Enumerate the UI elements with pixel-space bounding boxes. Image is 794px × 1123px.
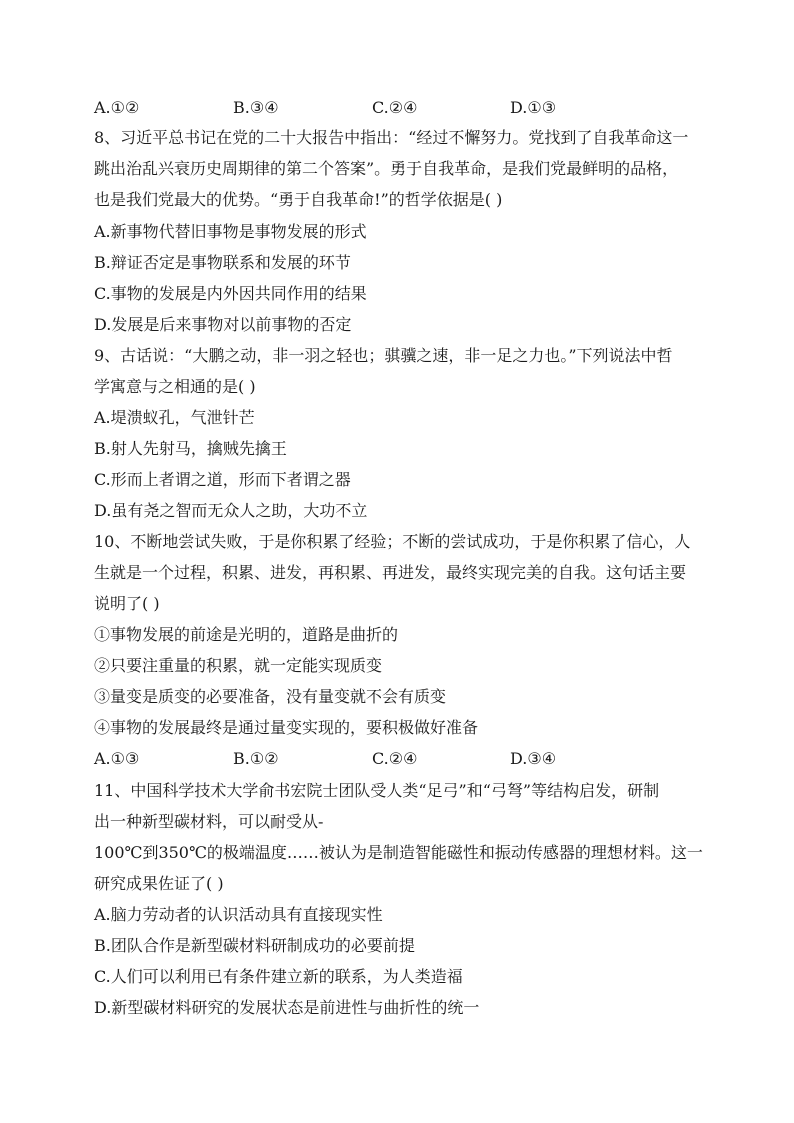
q8-stem-line-3: 也是我们党最大的优势。“勇于自我革命!”的哲学依据是( ) [94,190,503,209]
q10-statement-2: ②只要注重量的积累，就一定能实现质变 [94,656,383,675]
q8-stem-line-1: 8、习近平总书记在党的二十大报告中指出：“经过不懈努力。党找到了自我革命这一 [94,128,689,147]
q11-stem-line-2: 出一种新型碳材料，可以耐受从- [94,812,324,831]
q7-option-c: C.②④ [372,98,418,117]
q9-option-a: A.堤溃蚁孔，气泄针芒 [94,408,255,427]
q7-option-a: A.①② [94,98,140,117]
q11-option-a: A.脑力劳动者的认识活动具有直接现实性 [94,905,383,924]
q10-stem-line-2: 生就是一个过程，积累、进发，再积累、再进发，最终实现完美的自我。这句话主要 [94,563,687,582]
q9-option-c: C.形而上者谓之道，形而下者谓之器 [94,470,351,489]
q10-option-b: B.①② [233,749,279,768]
q8-option-b: B.辩证否定是事物联系和发展的环节 [94,253,351,272]
q9-stem-line-1: 9、古话说：“大鹏之动，非一羽之轻也；骐骥之速，非一足之力也。”下列说法中哲 [94,346,673,365]
q8-stem-line-2: 跳出治乱兴衰历史周期律的第二个答案”。勇于自我革命，是我们党最鲜明的品格， [94,159,679,178]
q10-statement-1: ①事物发展的前途是光明的，道路是曲折的 [94,625,399,644]
q10-statement-4: ④事物的发展最终是通过量变实现的，要积极做好准备 [94,718,479,737]
q11-option-d: D.新型碳材料研究的发展状态是前进性与曲折性的统一 [94,998,480,1017]
q7-option-b: B.③④ [233,98,279,117]
q8-option-c: C.事物的发展是内外因共同作用的结果 [94,284,367,303]
q8-option-d: D.发展是后来事物对以前事物的否定 [94,315,352,334]
q11-stem-line-4: 研究成果佐证了( ) [94,874,224,893]
q9-option-d: D.虽有尧之智而无众人之助，大功不立 [94,501,368,520]
q8-option-a: A.新事物代替旧事物是事物发展的形式 [94,222,367,241]
q10-statement-3: ③量变是质变的必要准备，没有量变就不会有质变 [94,687,447,706]
q11-stem-line-3: 100℃到350℃的极端温度……被认为是制造智能磁性和振动传感器的理想材料。这一 [94,843,703,862]
q9-option-b: B.射人先射马，擒贼先擒王 [94,439,287,458]
q11-option-c: C.人们可以利用已有条件建立新的联系，为人类造福 [94,967,463,986]
q10-option-a: A.①③ [94,749,140,768]
q11-option-b: B.团队合作是新型碳材料研制成功的必要前提 [94,936,415,955]
q10-option-c: C.②④ [372,749,418,768]
q7-option-d: D.①③ [510,98,557,117]
q11-stem-line-1: 11、中国科学技术大学俞书宏院士团队受人类“足弓”和“弓弩”等结构启发，研制 [94,781,660,800]
q9-stem-line-2: 学寓意与之相通的是( ) [94,377,256,396]
q10-stem-line-3: 说明了( ) [94,594,160,613]
q10-option-d: D.③④ [510,749,557,768]
q10-stem-line-1: 10、不断地尝试失败，于是你积累了经验；不断的尝试成功，于是你积累了信心，人 [94,532,691,551]
